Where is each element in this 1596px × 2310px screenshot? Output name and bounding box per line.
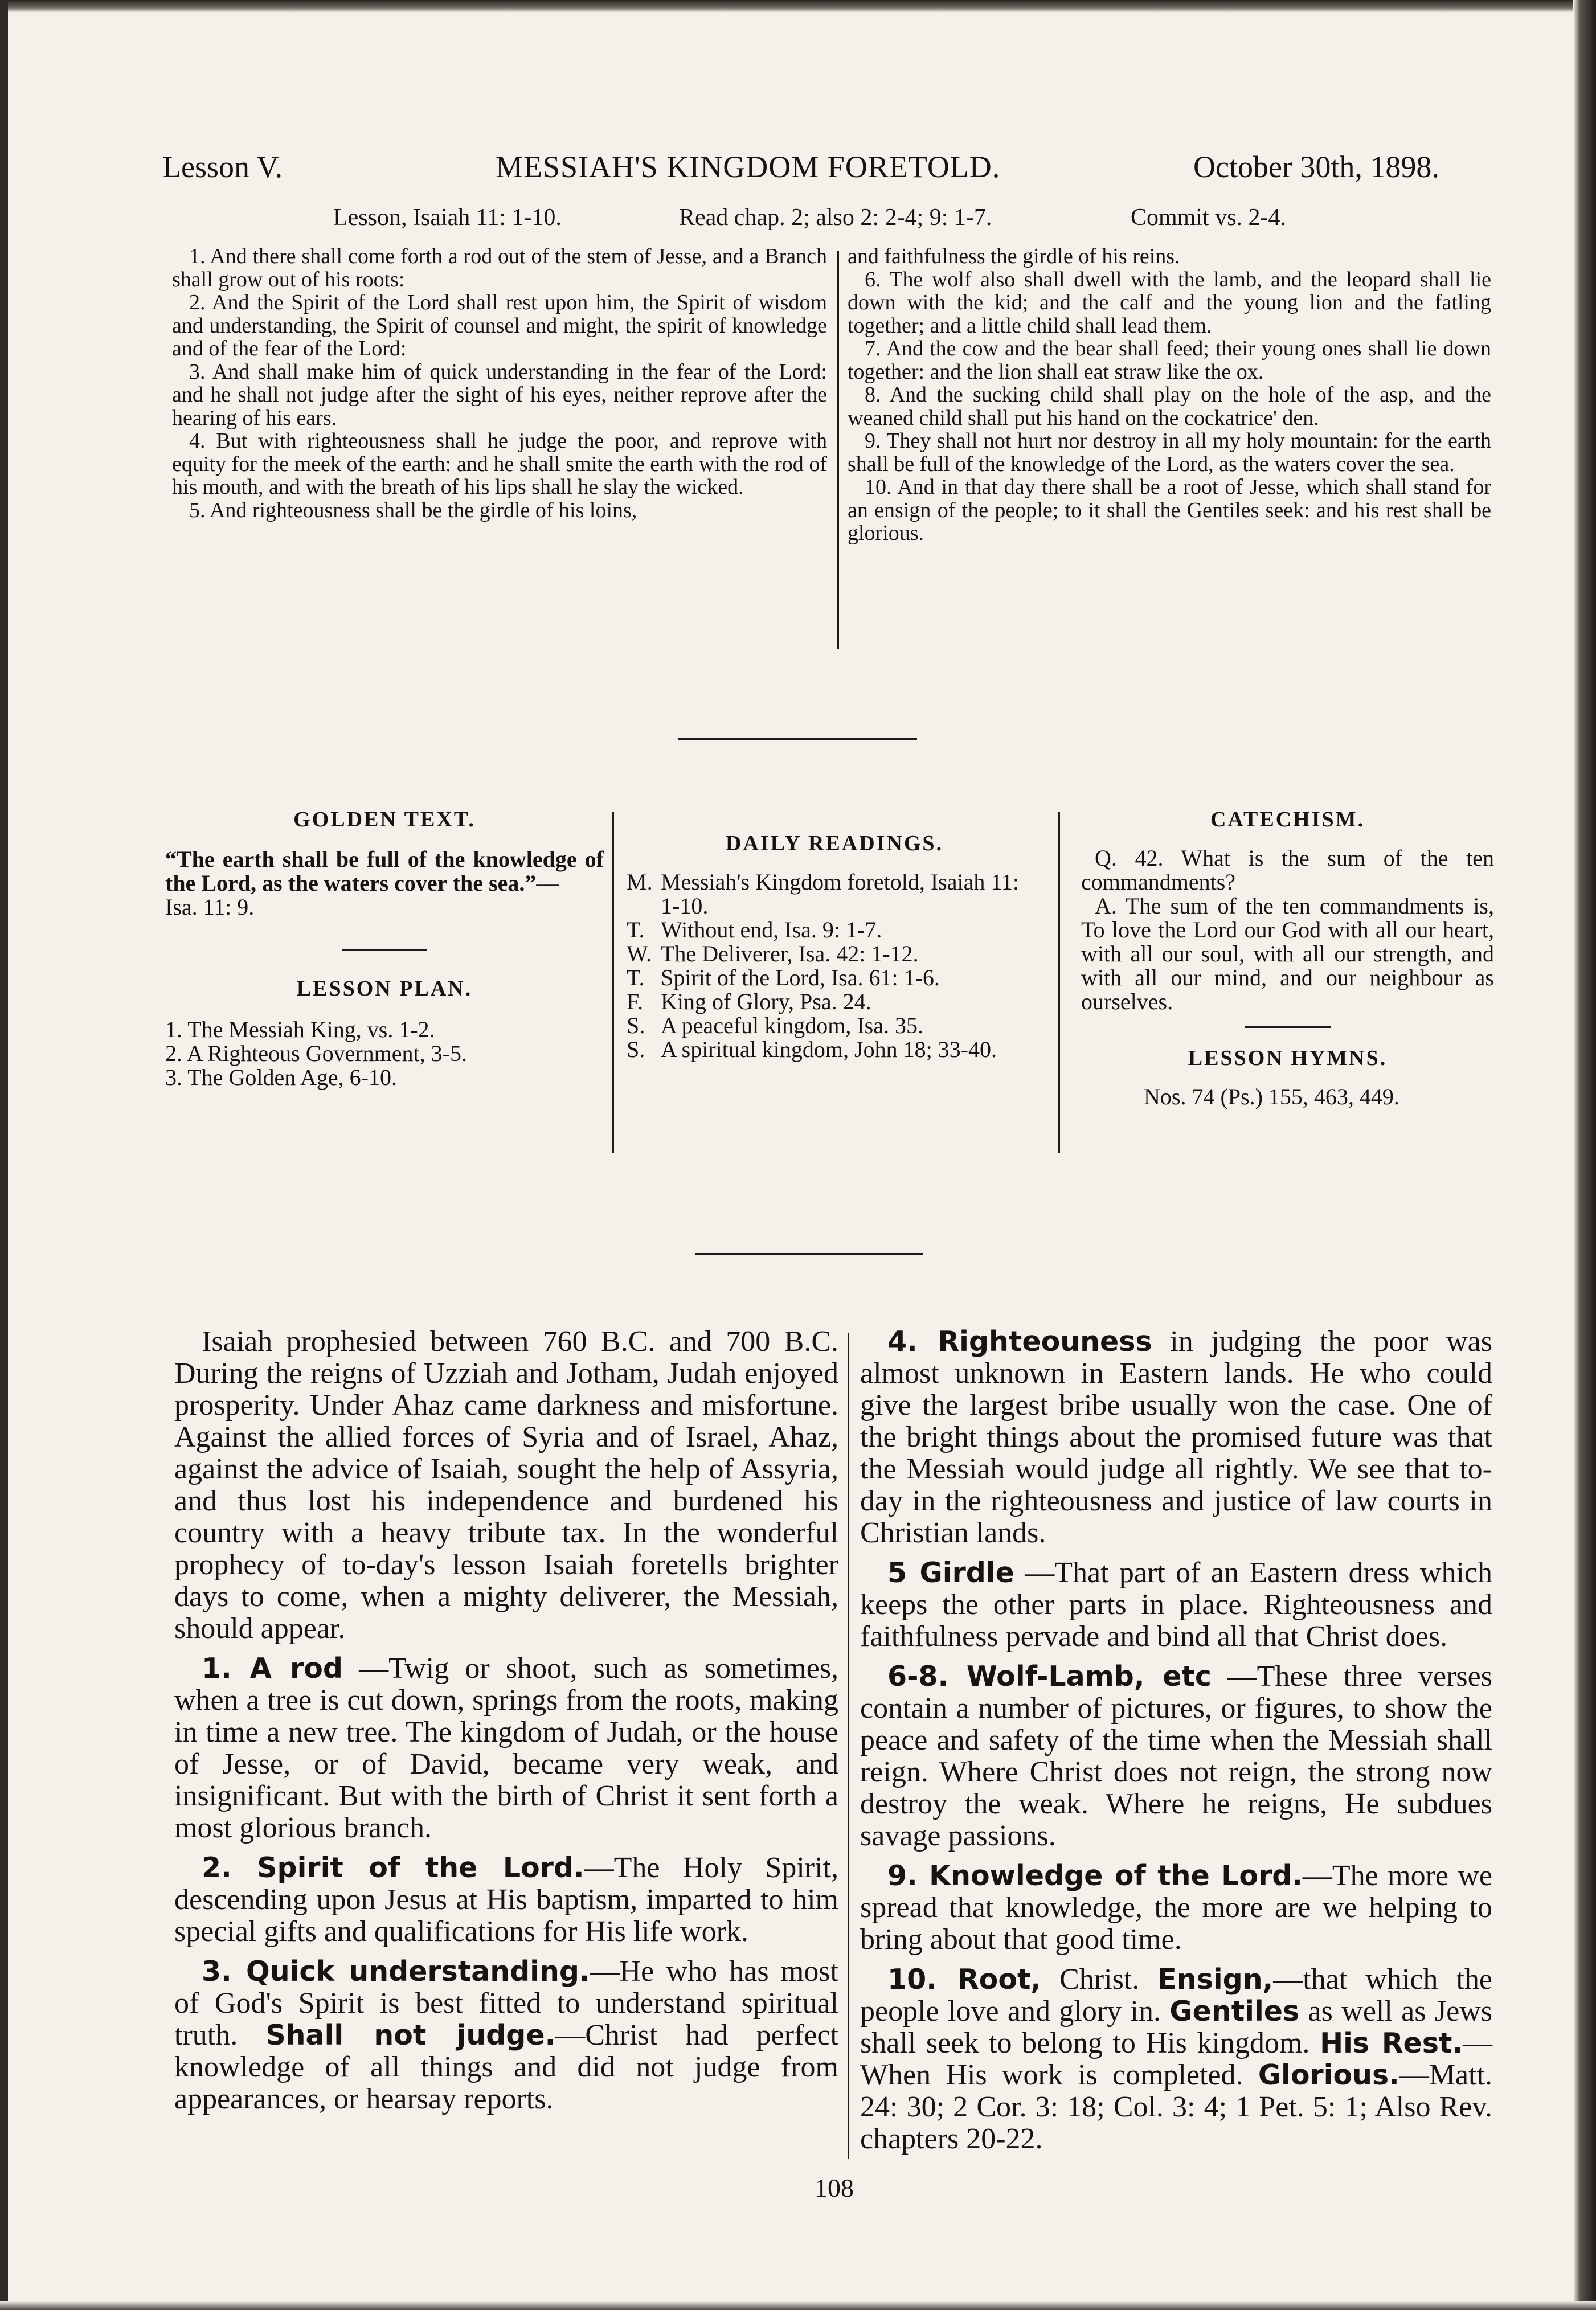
note-10-text: Christ. xyxy=(1041,1963,1158,1996)
page-edge-right xyxy=(1573,0,1596,2310)
catechism-box xyxy=(1081,808,1494,1109)
note-3-keyword: 3. Quick understanding. xyxy=(202,1955,590,1988)
page-number: 108 xyxy=(815,2173,854,2202)
reading-item xyxy=(627,918,1042,942)
reading-item xyxy=(627,942,1042,966)
page-edge-left xyxy=(0,0,8,2310)
note-6-8 xyxy=(860,1661,1492,1852)
reading-text: King of Glory, Psa. 24. xyxy=(661,989,871,1014)
note-4 xyxy=(860,1326,1492,1549)
note-5-keyword: 5 Girdle xyxy=(887,1557,1014,1589)
golden-text-box xyxy=(165,808,604,1090)
daily-readings-box xyxy=(627,832,1042,1062)
note-10-keyword-3: Gentiles xyxy=(1169,1995,1300,2028)
reading-item xyxy=(627,1038,1042,1062)
divider-rule-bottom xyxy=(695,1253,923,1255)
verse-7: 7. And the cow and the bear shall feed; their young ones shall lie down together: and the lion shall eat straw like the ox. xyxy=(848,337,1491,384)
note-1-text: —Twig or shoot, such as sometimes, when a tree is cut down, springs from the roots, making in time a new tree. The kingdom of Judah, or the house of Jesse, or of David, became very weak, and insignificant. But with the birth of Christ it sent forth a most glorious branch. xyxy=(174,1652,839,1844)
verse-4: 4. But with righteousness shall he judge the poor, and reprove with equity for the meek of the earth: and he shall smite the earth with the rod of his mouth, and with the breath of his lips shall he slay the wicked. xyxy=(172,429,827,499)
verse-5-continued: and faithfulness the girdle of his reins. xyxy=(848,244,1180,268)
verse-2: 2. And the Spirit of the Lord shall rest upon him, the Spirit of wisdom and understanding, the Spirit of counsel and might, the spirit of knowledge and of the fear of the Lord: xyxy=(172,290,827,361)
note-2-text: —The Holy Spirit, descending upon Jesus at His baptism, imparted to him special gifts and qualifications for His life work. xyxy=(174,1852,838,1948)
verse-3: 3. And shall make him of quick understanding in the fear of the Lord: and he shall not judge after the sight of his eyes, neither reprove after the hearing of his ears. xyxy=(172,359,827,430)
reading-item xyxy=(627,990,1042,1014)
reading-text: Messiah's Kingdom foretold, Isaiah 11: 1-10. xyxy=(661,869,1019,919)
lesson-plan-item: 2. A Righteous Government, 3-5. xyxy=(165,1041,467,1066)
catechism-question: Q. 42. What is the sum of the ten commandments? xyxy=(1081,845,1494,895)
reading-text: A peaceful kingdom, Isa. 35. xyxy=(661,1013,923,1038)
commentary-right-column xyxy=(860,1326,1492,2163)
note-6-8-keyword: 6-8. Wolf-Lamb, etc xyxy=(887,1660,1212,1693)
catechism-rule xyxy=(1245,1026,1331,1028)
note-10-text-2: —that which the people love and glory in. xyxy=(860,1963,1492,2028)
note-5 xyxy=(860,1557,1492,1653)
lesson-hymns-heading: LESSON HYMNS. xyxy=(1188,1046,1388,1070)
reading-text: Without end, Isa. 9: 1-7. xyxy=(661,917,882,943)
golden-text-rule xyxy=(342,949,427,951)
note-9-keyword: 9. Knowledge of the Lord. xyxy=(887,1860,1303,1892)
lesson-plan-item: 1. The Messiah King, vs. 1-2. xyxy=(165,1017,435,1042)
note-3-text: —He who has most of God's Spirit is best fitted to understand spiritual truth. xyxy=(174,1955,838,2051)
lesson-date: October 30th, 1898. xyxy=(1193,150,1439,184)
reading-item xyxy=(627,966,1042,990)
note-3-keyword-2: Shall not judge. xyxy=(265,2019,556,2051)
reading-day: F. xyxy=(627,989,644,1014)
verse-1: 1. And there shall come forth a rod out of the stem of Jesse, and a Branch shall grow out of his roots: xyxy=(172,244,827,292)
note-6-8-text: —These three verses contain a number of pictures, or figures, to show the peace and safety of the time when the Messiah shall reign. Where Christ does not reign, the strong now destroy the weak. Where he reigns, He subdues savage passions. xyxy=(860,1660,1492,1852)
note-5-text: —That part of an Eastern dress which keeps the other parts in place. Righteousness and faithfulness pervade and bind all that Christ does. xyxy=(860,1557,1493,1653)
lesson-reference: Lesson, Isaiah 11: 1-10. xyxy=(333,204,562,231)
verse-10: 10. And in that day there shall be a root of Jesse, which shall stand for an ensign of the people; to it shall the Gentiles seek: and his rest shall be glorious. xyxy=(848,475,1491,545)
note-10 xyxy=(860,1964,1492,2155)
note-3 xyxy=(174,1956,838,2115)
note-4-text: in judging the poor was almost unknown in Eastern lands. He who could give the largest bribe usually won the case. One of the bright things about the promised future was that the Messiah would judge all rightly. We see that to-day in the righteousness and justice of law courts in Christian lands. xyxy=(860,1325,1492,1549)
daily-readings-list xyxy=(627,870,1042,1062)
note-9 xyxy=(860,1860,1492,1956)
note-2-keyword: 2. Spirit of the Lord. xyxy=(202,1852,584,1884)
verse-5: 5. And righteousness shall be the girdle of his loins, xyxy=(189,498,637,522)
note-10-keyword-4: His Rest. xyxy=(1320,2027,1463,2059)
note-10-keyword-5: Glorious. xyxy=(1258,2059,1399,2091)
scripture-right-column xyxy=(848,245,1491,545)
reading-day: T. xyxy=(627,965,645,990)
page-edge-top xyxy=(0,0,1596,13)
reading-day: W. xyxy=(627,941,652,966)
commit-reference: Commit vs. 2-4. xyxy=(1131,204,1287,231)
reading-day: S. xyxy=(627,1037,645,1062)
reading-day: T. xyxy=(627,917,645,943)
commentary-intro: Isaiah prophesied between 760 B.C. and 700 B.C. During the reigns of Uzziah and Jotham, Judah enjoyed prosperity. Under Ahaz came darkness and misfortune. Against the allied forces of Syria and of Israel, Ahaz, against the advice of Isaiah, sought the help of Assyria, and thus lost his independence and burdened his country with a heavy tribute tax. In the wonderful prophecy of to-day's lesson Isaiah foretells brighter days to come, when a mighty deliverer, the Messiah, should appear. xyxy=(174,1325,838,1645)
note-10-text-3: as well as Jews shall seek to belong to His kingdom. xyxy=(860,1995,1492,2059)
reading-text: Spirit of the Lord, Isa. 61: 1-6. xyxy=(661,965,940,990)
note-4-keyword: 4. Righteouness xyxy=(887,1325,1152,1358)
scripture-left-column xyxy=(172,245,827,522)
reading-item xyxy=(627,870,1042,918)
box-divider-right xyxy=(1058,812,1060,1153)
daily-readings-heading: DAILY READINGS. xyxy=(725,832,944,855)
note-9-text: —The more we spread that knowledge, the more are we helping to bring about that good time. xyxy=(860,1860,1492,1956)
divider-rule-top xyxy=(678,738,917,740)
note-2 xyxy=(174,1852,838,1948)
scripture-column-divider xyxy=(837,251,839,649)
note-1-keyword: 1. A rod xyxy=(202,1652,343,1685)
reading-text: A spiritual kingdom, John 18; 33-40. xyxy=(661,1037,997,1062)
lesson-plan-heading: LESSON PLAN. xyxy=(296,977,473,1001)
reading-text: The Deliverer, Isa. 42: 1-12. xyxy=(661,941,919,966)
reading-day: M. xyxy=(627,869,653,895)
reading-day: S. xyxy=(627,1013,645,1038)
verse-9: 9. They shall not hurt nor destroy in all my holy mountain: for the earth shall be full of the knowledge of the Lord, as the waters cover the sea. xyxy=(848,429,1491,476)
lesson-number: Lesson V. xyxy=(162,150,283,184)
note-10-text-5: —Matt. 24: 30; 2 Cor. 3: 18; Col. 3: 4; 1 Pet. 5: 1; Also Rev. chapters 20-22. xyxy=(860,2059,1492,2155)
golden-text-ref: Isa. 11: 9. xyxy=(165,894,255,920)
lesson-plan-item: 3. The Golden Age, 6-10. xyxy=(165,1064,397,1090)
note-10-keyword: 10. Root, xyxy=(887,1963,1042,1996)
verse-8: 8. And the sucking child shall play on the hole of the asp, and the weaned child shall put his hand on the cockatrice' den. xyxy=(848,383,1491,430)
reading-item xyxy=(627,1014,1042,1038)
note-10-keyword-2: Ensign, xyxy=(1157,1963,1274,1996)
catechism-heading: CATECHISM. xyxy=(1210,808,1365,832)
catechism-answer: A. The sum of the ten commandments is, To love the Lord our God with all our heart, with all our soul, with all our strength, and with all our mind, and our neighbour as ourselves. xyxy=(1081,893,1494,1014)
note-3-text-2: —Christ had perfect knowledge of all things and did not judge from appearances, or hearsay reports. xyxy=(174,2019,839,2115)
reading-reference: Read chap. 2; also 2: 2-4; 9: 1-7. xyxy=(679,204,992,231)
note-1 xyxy=(174,1653,838,1844)
lesson-hymns-list: Nos. 74 (Ps.) 155, 463, 449. xyxy=(1144,1084,1399,1109)
lesson-title: MESSIAH'S KINGDOM FORETOLD. xyxy=(496,150,1001,184)
box-divider-left xyxy=(612,812,614,1153)
golden-text-heading: GOLDEN TEXT. xyxy=(293,808,476,832)
page-edge-bottom xyxy=(0,2301,1596,2310)
lesson-plan-list xyxy=(165,1018,604,1090)
verse-6: 6. The wolf also shall dwell with the lamb, and the leopard shall lie down with the kid; and the calf and the young lion and the fatling together; and a little child shall lead them. xyxy=(848,267,1491,338)
commentary-left-column xyxy=(174,1326,838,2123)
golden-text-quote: “The earth shall be full of the knowledge of the Lord, as the waters cover the sea.”— xyxy=(165,846,604,896)
commentary-column-divider xyxy=(848,1333,849,2159)
note-10-text-4: —When His work is completed. xyxy=(860,2027,1492,2091)
